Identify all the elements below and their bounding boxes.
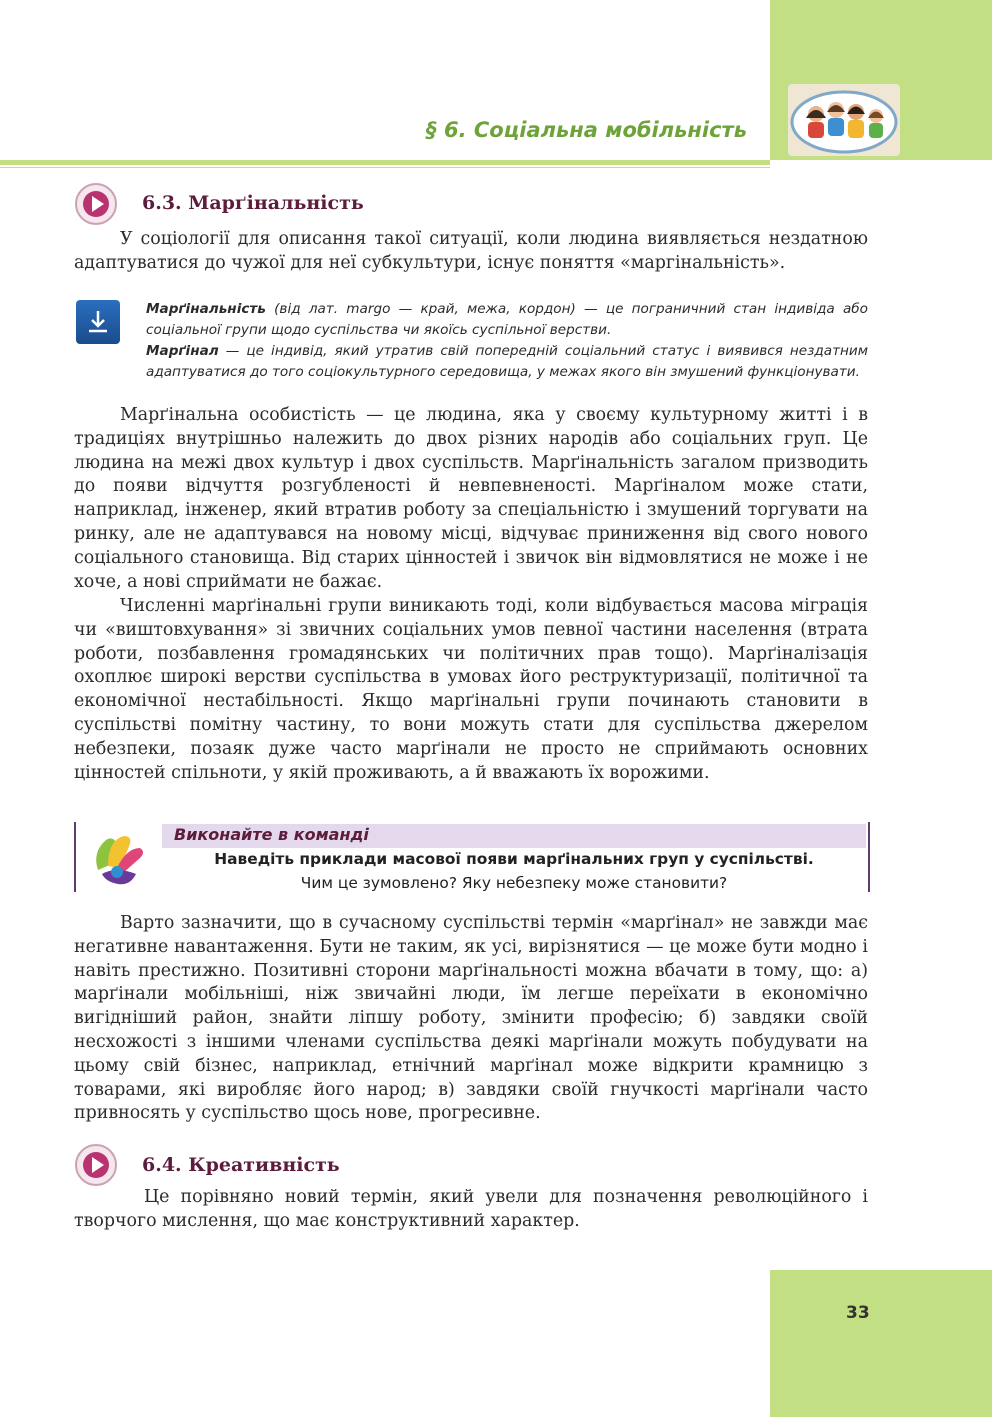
team-hands-icon (86, 826, 148, 888)
definition-text-2: — це індивід, який утратив свій попередній соціальний статус і виявився нездатним адаптуватися до того соціокультурного середовища, у межах якого він змушений функціонувати. (146, 343, 868, 380)
section-heading-6-4: 6.4. Креативність (142, 1154, 340, 1176)
task-question-1: Наведіть приклади масової появи марґінальних груп у суспільстві. (214, 850, 814, 868)
definition-text-1: (від лат. margo — край, межа, кордон) — це пограничний стан індивіда або соціальної групи щодо суспільства чи якоїсь суспільної верстви. (146, 301, 868, 338)
term-marginal: Марґінал (146, 343, 219, 359)
task-question-2: Чим це зумовлено? Яку небезпеку може становити? (300, 874, 728, 892)
task-label: Виконайте в команді (174, 825, 369, 844)
header-divider (0, 160, 770, 165)
footer-green-block (770, 1270, 992, 1417)
play-circle-icon (74, 182, 118, 226)
term-marginality: Марґінальність (146, 301, 266, 317)
download-icon (76, 300, 120, 344)
paragraph-1: Марґінальна особистість — це людина, яка у своєму культурному житті і в традиціях внутрішньо належить до двох різних народів або соціальних груп. Це людина на межі двох культур і двох суспільств. Марґінальність загалом призводить до появи відчуття розгубленості й невпевненості. Марґіналом може стати, наприклад, інженер, який втратив роботу за спеціальністю і змушений торгувати на ринку, але не адаптувався на новому місці, відчуває приниження від свого нового соціального становища. Від старих цінностей і звичок він відмовлятися не може і не хоче, а нові сприймати не бажає. (74, 405, 868, 592)
page-number: 33 (846, 1303, 870, 1323)
play-circle-icon (74, 1143, 118, 1187)
definition-marginal (146, 341, 868, 383)
chapter-title: § 6. Соціальна мобільність (426, 118, 747, 142)
section-heading-6-3: 6.3. Марґінальність (142, 192, 364, 214)
intro-paragraph: У соціології для описання такої ситуації, коли людина виявляється нездатною адаптуватися до чужої для неї субкультури, існує поняття «маргінальність». (74, 229, 868, 273)
paragraph-creativity: Це порівняно новий термін, який увели для позначення революційного і творчого мислення, що має конструктивний характер. (74, 1187, 868, 1231)
children-group-image (788, 84, 900, 156)
header-divider-thin (0, 167, 770, 168)
definition-marginality (146, 299, 868, 341)
paragraph-2: Численні марґінальні групи виникають тоді, коли відбувається масова міграція чи «виштовхування» зі звичних соціальних умов певної частини населення (втрата роботи, позбавлення громадянських чи політичних прав тощо). Марґіналізація охоплює широкі верстви суспільства в умовах його реструктуризації, політичної та економічної нестабільності. Якщо марґінальні групи починають становити в суспільстві помітну частину, то вони можуть стати для суспільства джерелом небезпеки, позаяк дуже часто марґінали не просто не сприймають основних цінностей спільноти, у якій проживають, а й вважають їх ворожими. (74, 596, 868, 783)
paragraph-3: Варто зазначити, що в сучасному суспільстві термін «марґінал» не завжди має негативне навантаження. Бути не таким, як усі, вирізнятися — це може бути модно і навіть престижно. Позитивні сторони марґінальності можна вбачати в тому, що: а) марґінали мобільніші, ніж звичайні люди, їм легше переїхати в економічно вигідніший район, знайти ліпшу роботу, змінити професію; б) завдяки своїй несхожості з іншими членами суспільства деякі марґінали можуть побудувати на цьому свій бізнес, наприклад, етнічний марґінал може відкрити крамницю з товарами, які виробляє його народ; в) завдяки своїй гнучкості марґінали часто привносять у суспільство щось нове, прогресивне. (74, 913, 868, 1124)
